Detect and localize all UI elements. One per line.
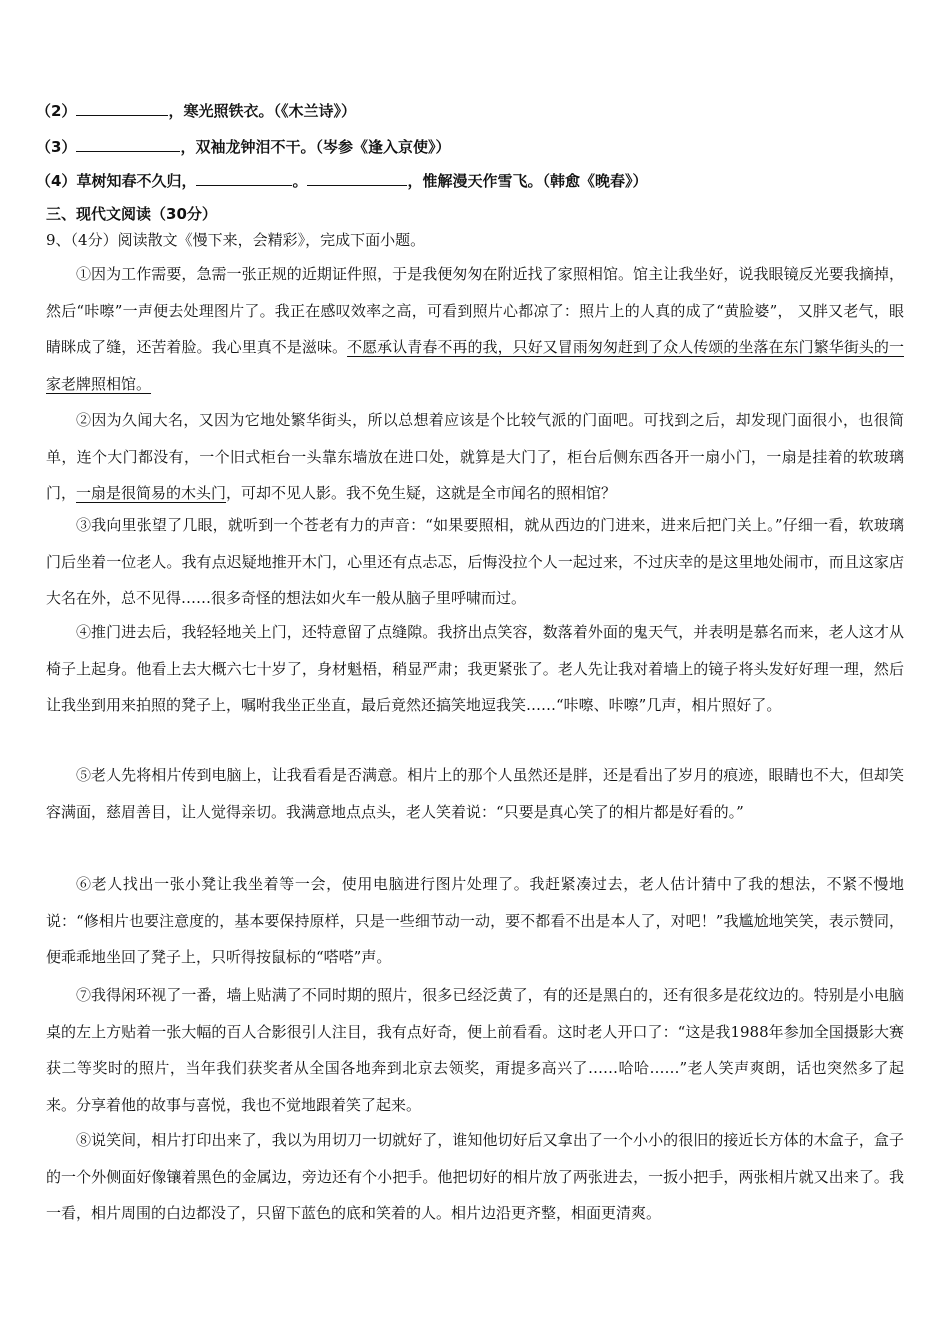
answer-blank[interactable] [307,171,407,186]
paragraph-7 [46,977,904,1123]
paragraph-3 [46,507,904,617]
line-text: ，双袖龙钟泪不干。（岑参《逢入京使》） [180,138,451,156]
item-number: （3） [36,138,77,156]
paragraph-6 [46,866,904,976]
fill-line-4 [36,171,647,191]
answer-blank[interactable] [196,171,292,186]
para-text: ⑤老人先将相片传到电脑上，让我看看是否满意。相片上的那个人虽然还是胖，还是看出了岁月的痕迹，眼睛也不大，但却笑容满面，慈眉善目，让人觉得亲切。我满意地点点头，老人笑着说：“只要是真心笑了的相片都是好看的。” [46,766,904,821]
item-number: （4） [36,172,77,190]
line-text: ，惟解漫天作雪飞。（韩愈《晚春》） [407,172,648,190]
fill-line-2 [36,101,356,121]
para-text: ⑧说笑间，相片打印出来了，我以为用切刀一切就好了，谁知他切好后又拿出了一个小小的很旧的接近长方体的木盒子，盒子的一个外侧面好像镶着黑色的金属边，旁边还有个小把手。他把切好的相片放了两张进去，一扳小把手，两张相片就又出来了。我一看，相片周围的白边都没了，只留下蓝色的底和笑着的人。相片边沿更齐整，相面更清爽。 [46,1131,904,1223]
para-text: ③我向里张望了几眼，就听到一个苍老有力的声音：“如果要照相，就从西边的门进来，进来后把门关上。”仔细一看，软玻璃门后坐着一位老人。我有点迟疑地推开木门，心里还有点忐忑，后悔没拉个人一起过来，不过庆幸的是这里地处闹市，而且这家店大名在外，总不见得……很多奇怪的想法如火车一般从脑子里呼啸而过。 [46,516,904,608]
line-text: 。 [292,172,308,190]
underlined-text: 不愿承认青春不再的我，只好又冒雨匆匆赶到了众人传颂的坐落在东门繁华街头的一家老牌照相馆。 [46,338,904,393]
para-text: ⑦我得闲环视了一番，墙上贴满了不同时期的照片，很多已经泛黄了，有的还是黑白的，还有很多是花纹边的。特别是小电脑桌的左上方贴着一张大幅的百人合影很引人注目，我有点好奇，便上前看看。这时老人开口了：“这是我1988年参加全国摄影大赛获二等奖时的照片，当年我们获奖者从全国各地奔到北京去领奖，甭提多高兴了……哈哈……”老人笑声爽朗，话也突然多了起来。分享着他的故事与喜悦，我也不觉地跟着笑了起来。 [46,986,904,1114]
para-text: ④推门进去后，我轻轻地关上门，还特意留了点缝隙。我挤出点笑容，数落着外面的鬼天气，并表明是慕名而来，老人这才从椅子上起身。他看上去大概六七十岁了，身材魁梧，稍显严肃；我更紧张了。老人先让我对着墙上的镜子将头发好好理一理，然后让我坐到用来拍照的凳子上，嘱咐我坐正坐直，最后竟然还搞笑地逗我笑……“咔嚓、咔嚓”几声，相片照好了。 [46,623,904,715]
paragraph-4 [46,614,904,724]
section-title: 三、现代文阅读（30分） [46,205,217,223]
para-text: ⑥老人找出一张小凳让我坐着等一会，使用电脑进行图片处理了。我赶紧凑过去，老人估计猜中了我的想法，不紧不慢地说：“修相片也要注意度的，基本要保持原样，只是一些细节动一动，要不都看不出是本人了，对吧！”我尴尬地笑笑，表示赞同，便乖乖地坐回了凳子上，只听得按鼠标的“嗒嗒”声。 [46,875,904,967]
paragraph-2 [46,402,904,512]
paragraph-5 [46,757,904,830]
para-text: ②因为久闻大名，又因为它地处繁华街头，所以总想着应该是个比较气派的门面吧。可找到之后，却发现门面很小，也很简单，连个大门都没有，一个旧式柜台一头靠东墙放在进口处，就算是大门了，柜台后侧东西各开一扇小门，一扇是挂着的软玻璃门， [46,411,904,503]
underlined-text: 一扇是很简易的木头门 [76,484,227,503]
paragraph-8 [46,1122,904,1232]
fill-line-3 [36,137,450,157]
paragraph-1 [46,256,904,402]
answer-blank[interactable] [76,137,180,152]
para-text: ，可却不见人影。我不免生疑，这就是全市闻名的照相馆？ [226,484,617,503]
line-text: ，寒光照铁衣。（《木兰诗》） [168,102,356,120]
line-text: 草树知春不久归， [76,172,197,190]
question-prompt: 9、（4分）阅读散文《慢下来，会精彩》，完成下面小题。 [46,231,426,249]
answer-blank[interactable] [76,101,168,116]
para-text: ①因为工作需要，急需一张正规的近期证件照，于是我便匆匆在附近找了家照相馆。馆主让我坐好，说我眼镜反光要我摘掉，然后“咔嚓”一声便去处理图片了。我正在感叹效率之高，可看到照片心都凉了：照片上的人真的成了“黄脸婆”， 又胖又老气，眼睛眯成了缝，还苦着脸。我心里真不是滋味。 [46,265,904,357]
item-number: （2） [36,102,77,120]
